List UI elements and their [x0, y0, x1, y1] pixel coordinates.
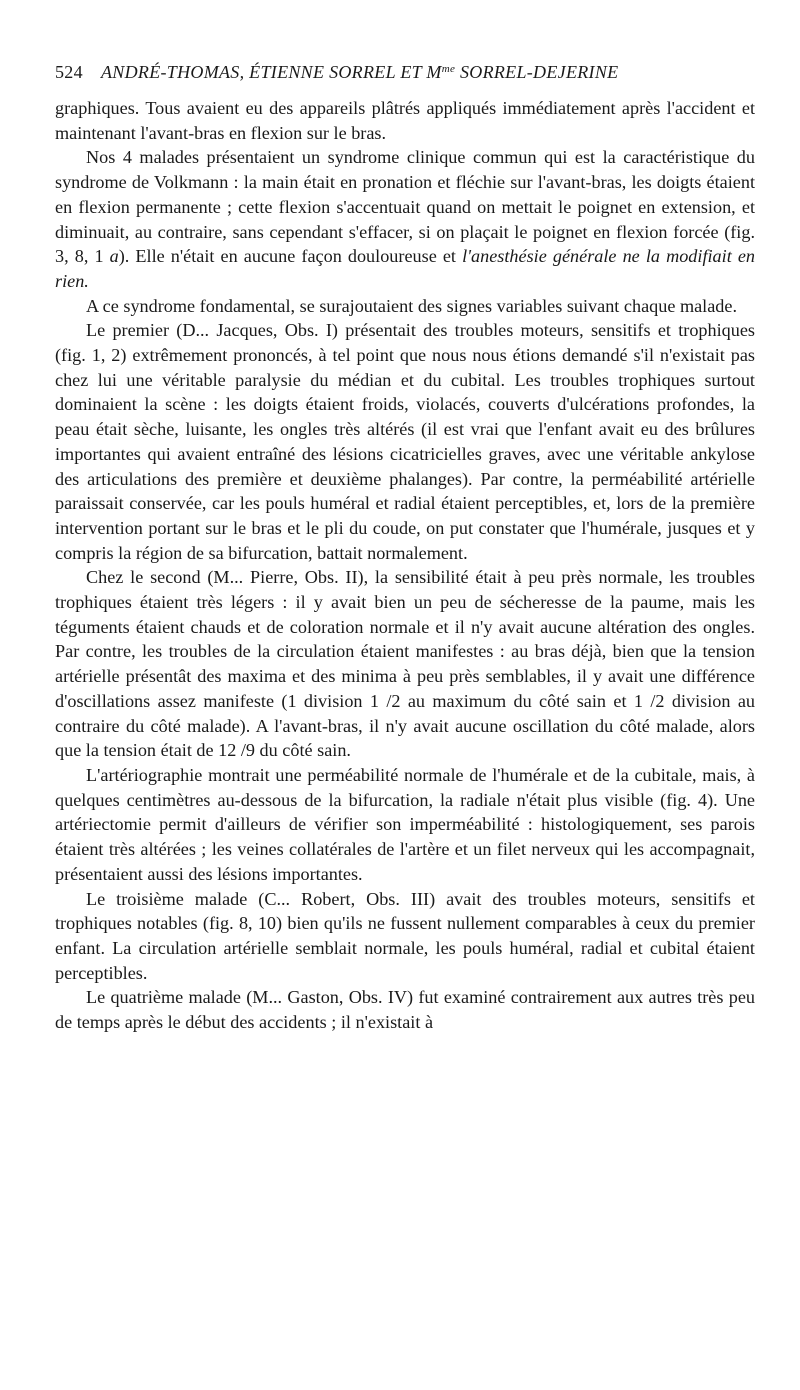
paragraph-2-fig-letter: a [109, 246, 119, 267]
paragraph-2-italic-end: l'anesthésie générale ne la modifiait en rien. [55, 246, 756, 291]
running-head [101, 62, 618, 83]
running-head-superscript: me [441, 63, 456, 75]
running-header [55, 62, 755, 86]
paragraph-3: A ce syndrome fondamental, se surajoutaient des signes variables suivant chaque malade. [86, 295, 738, 316]
paragraph-1: graphiques. Tous avaient eu des appareils plâtrés appliqués immédiatement après l'accident et maintenant l'avant-bras en flexion sur le bras. [55, 98, 755, 143]
paragraph-4: Le premier (D... Jacques, Obs. I) présentait des troubles moteurs, sensitifs et trophiques (fig. 1, 2) extrêmement prononcés, à tel point que nous nous étions demandé s'il n'existait pas chez lui une véritable paralysie du médian et du cubital. Les troubles trophiques surtout dominaient la scène : les doigts étaient froids, violacés, couverts d'ulcérations profondes, la peau était sèche, luisante, les ongles très altérés (il est vrai que l'enfant avait eu des brûlures importantes qui avaient entraîné des lésions cicatricielles graves, avec une véritable ankylose des articulations des première et deuxième phalanges). Par contre, la perméabilité artérielle paraissait conservée, car les pouls huméral et radial étaient perceptibles, et, lors de la première intervention portant sur le bras et le pli du coude, on put constater que l'humérale, jusques et y compris la région de sa bifurcation, battait normalement. [55, 320, 755, 563]
running-head-authors: ANDRÉ-THOMAS, ÉTIENNE SORREL ET M [101, 62, 442, 82]
page-number: 524 [55, 62, 83, 82]
paragraph-6: L'artériographie montrait une perméabilité normale de l'humérale et de la cubitale, mais, à quelques centimètres au-dessous de la bifurcation, la radiale n'était plus visible (fig. 4). Une artériectomie permit d'ailleurs de vérifier son imperméabilité : histologiquement, ses parois étaient très altérées ; les veines collatérales de l'artère et un filet nerveux qui les accompagnait, présentaient aussi des lésions importantes. [55, 764, 755, 884]
paragraph-8: Le quatrième malade (M... Gaston, Obs. IV) fut examiné contrairement aux autres très peu de temps après le début des accidents ; il n'existait à [55, 987, 755, 1033]
paragraph-5: Chez le second (M... Pierre, Obs. II), la sensibilité était à peu près normale, les troubles trophiques étaient très légers : il y avait bien un peu de sécheresse de la paume, mais les téguments étaient chauds et de coloration normale et il n'y avait aucune altération des ongles. Par contre, les troubles de la circulation étaient manifestes : au bras déjà, bien que la tension artérielle présentât des maxima et des minima à peu près semblables, il y avait une différence d'oscillations assez manifeste (1 division 1 /2 au maximum du côté sain et 1 /2 division au contraire du côté malade). A l'avant-bras, il n'y avait aucune oscillation du côté malade, alors que la tension était de 12 /9 du côté sain. [55, 567, 755, 761]
paragraph-2-text-b: ). Elle n'était en aucune façon douloureuse et [118, 246, 463, 267]
paragraph-2-text-a: Nos 4 malades présentaient un syndrome clinique commun qui est la caractéristique du syndrome de Volkmann : la main était en pronation et fléchie sur l'avant-bras, les doigts étaient en flexion permanente ; cette flexion s'accentuait quand on mettait le poignet en extension, et diminuait, au contraire, sans cependant s'effacer, si on plaçait le poignet en flexion forcée (fig. 3, 8, 1 [55, 147, 755, 267]
paragraph-7: Le troisième malade (C... Robert, Obs. III) avait des troubles moteurs, sensitifs et trophiques notables (fig. 8, 10) bien qu'ils ne fussent nullement comparables à ceux du premier enfant. La circulation artérielle semblait normale, les pouls huméral, radial et cubital étaient perceptibles. [55, 888, 755, 983]
running-head-tail: SORREL-DEJERINE [455, 62, 619, 82]
paragraph-2 [55, 145, 755, 293]
body-text [55, 96, 755, 1035]
